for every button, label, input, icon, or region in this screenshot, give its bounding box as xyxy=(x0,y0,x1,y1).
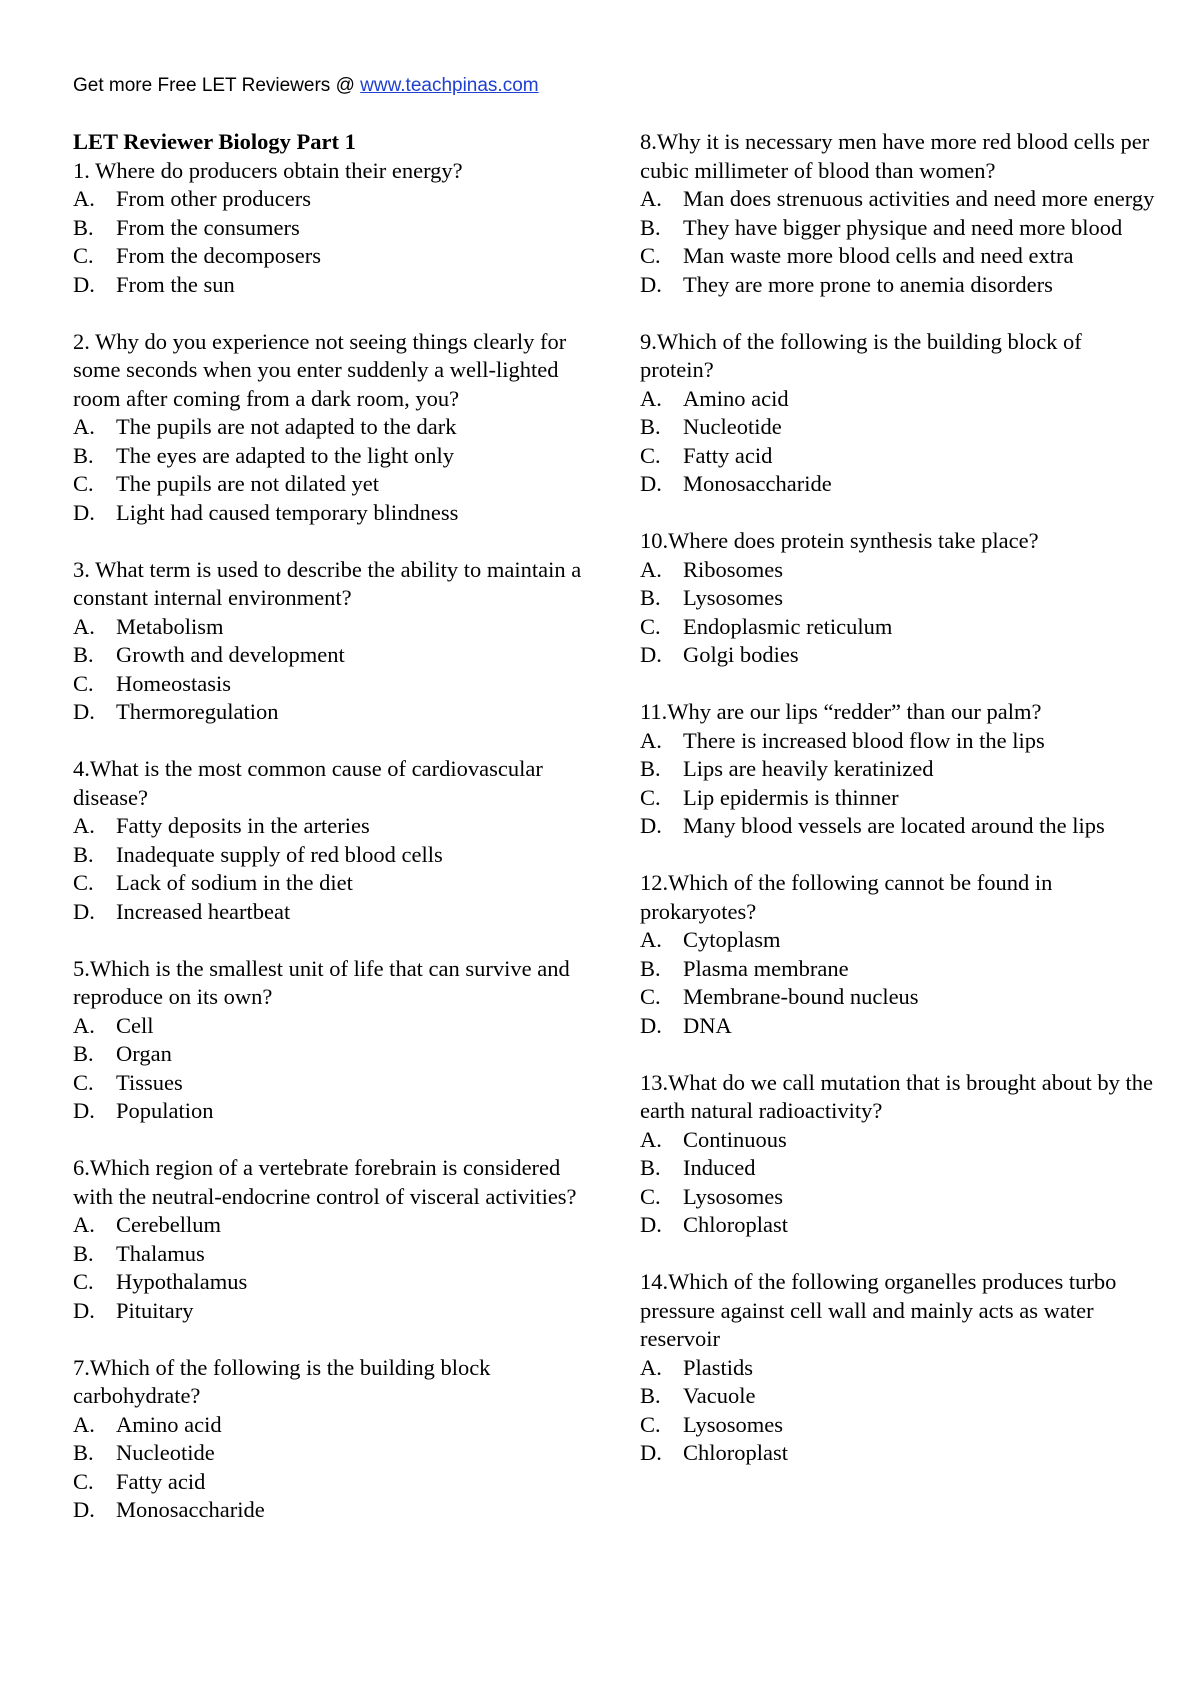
question-text: 6.Which region of a vertebrate forebrain is considered with the neutral-endocrine control of visceral activities? xyxy=(73,1155,577,1209)
option-letter: A. xyxy=(73,613,95,639)
question-block xyxy=(73,328,583,528)
right-column xyxy=(640,128,1155,1496)
option-text: Endoplasmic reticulum xyxy=(683,613,893,639)
answer-option xyxy=(640,955,1155,984)
option-letter: D. xyxy=(640,1012,662,1038)
option-letter: C. xyxy=(73,1069,94,1095)
question-block xyxy=(73,755,583,926)
option-letter: D. xyxy=(73,1098,95,1123)
option-letter: B. xyxy=(73,442,94,468)
option-text: Golgi bodies xyxy=(683,642,799,667)
option-text: Ribosomes xyxy=(683,556,784,582)
question-block xyxy=(640,698,1155,841)
answer-option xyxy=(73,271,583,300)
answer-option xyxy=(73,1211,583,1240)
option-text: Chloroplast xyxy=(683,1212,788,1237)
answer-option xyxy=(73,470,583,499)
option-text: Nucleotide xyxy=(683,414,782,439)
question-text: 10.Where does protein synthesis take place? xyxy=(640,528,1039,553)
answer-option xyxy=(73,1268,583,1297)
option-text: Thermoregulation xyxy=(116,699,279,724)
question-block xyxy=(73,556,583,727)
answer-option xyxy=(640,271,1155,300)
question-block xyxy=(640,527,1155,670)
question-text: 11.Why are our lips “redder” than our palm? xyxy=(640,699,1042,724)
answer-option xyxy=(640,613,1155,642)
website-link[interactable]: www.teachpinas.com xyxy=(360,75,539,96)
option-letter: C. xyxy=(640,784,661,810)
question-block xyxy=(73,1354,583,1525)
option-letter: D. xyxy=(73,499,95,525)
document-title: LET Reviewer Biology Part 1 xyxy=(73,129,356,154)
option-text: Nucleotide xyxy=(116,1440,215,1465)
option-text: Cerebellum xyxy=(116,1212,221,1237)
answer-option xyxy=(640,641,1155,670)
option-letter: C. xyxy=(640,1183,661,1209)
option-letter: D. xyxy=(640,271,662,297)
option-text: Vacuole xyxy=(683,1383,756,1408)
option-text: From the decomposers xyxy=(116,243,321,268)
answer-option xyxy=(640,1183,1155,1212)
option-text: Plastids xyxy=(683,1354,754,1380)
answer-option xyxy=(640,413,1155,442)
answer-option xyxy=(640,470,1155,499)
question-block xyxy=(640,1069,1155,1240)
option-text: Monosaccharide xyxy=(683,471,832,496)
question-text: 5.Which is the smallest unit of life that can survive and reproduce on its own? xyxy=(73,955,570,1009)
answer-option xyxy=(640,755,1155,784)
answer-option xyxy=(640,185,1155,214)
option-text: Thalamus xyxy=(116,1240,205,1266)
option-letter: A. xyxy=(640,1126,662,1152)
answer-option xyxy=(640,442,1155,471)
option-letter: C. xyxy=(73,870,94,895)
answer-option xyxy=(73,185,583,214)
option-text: The pupils are not adapted to the dark xyxy=(116,414,457,439)
question-block xyxy=(73,1154,583,1325)
option-text: Cytoplasm xyxy=(683,927,781,952)
option-letter: D. xyxy=(640,1440,662,1465)
question-text: 12.Which of the following cannot be found in prokaryotes? xyxy=(640,870,1053,924)
option-text: Lip epidermis is thinner xyxy=(683,784,899,810)
option-letter: D. xyxy=(73,1497,95,1522)
option-letter: B. xyxy=(640,414,661,439)
answer-option xyxy=(640,1126,1155,1155)
option-text: Plasma membrane xyxy=(683,955,849,981)
option-letter: B. xyxy=(73,214,94,240)
option-letter: D. xyxy=(73,1297,95,1323)
option-letter: B. xyxy=(73,642,94,667)
answer-option xyxy=(73,413,583,442)
question-text: 9.Which of the following is the building block of protein? xyxy=(640,328,1082,382)
option-text: Many blood vessels are located around the lips xyxy=(683,813,1105,838)
option-letter: D. xyxy=(640,471,662,496)
answer-option xyxy=(73,214,583,243)
option-text: From the sun xyxy=(116,271,235,297)
answer-option xyxy=(73,1097,583,1126)
option-text: Fatty acid xyxy=(683,442,773,468)
question-text: 14.Which of the following organelles produces turbo pressure against cell wall and mainly acts as water reservoir xyxy=(640,1269,1117,1351)
option-letter: B. xyxy=(640,585,661,610)
option-text: Membrane-bound nucleus xyxy=(683,984,919,1009)
option-letter: A. xyxy=(73,813,95,838)
option-letter: B. xyxy=(73,841,94,867)
option-text: They have bigger physique and need more blood xyxy=(683,214,1123,240)
option-letter: D. xyxy=(73,898,95,924)
option-text: Metabolism xyxy=(116,613,224,639)
answer-option xyxy=(73,641,583,670)
option-text: The pupils are not dilated yet xyxy=(116,471,380,496)
question-text: 13.What do we call mutation that is brought about by the earth natural radioactivity? xyxy=(640,1069,1154,1123)
question-text: 2. Why do you experience not seeing things clearly for some seconds when you enter suddenly a well-lighted room after coming from a dark room, you? xyxy=(73,328,567,411)
answer-option xyxy=(73,1496,583,1525)
question-text: 3. What term is used to describe the ability to maintain a constant internal environment? xyxy=(73,556,582,610)
answer-option xyxy=(640,1411,1155,1440)
answer-option xyxy=(73,1411,583,1440)
option-letter: C. xyxy=(640,442,661,468)
option-text: Lysosomes xyxy=(683,585,784,610)
option-letter: B. xyxy=(73,1440,94,1465)
option-text: Tissues xyxy=(116,1069,183,1095)
option-text: Amino acid xyxy=(116,1411,222,1437)
option-letter: D. xyxy=(73,271,95,297)
question-block xyxy=(73,157,583,300)
answer-option xyxy=(640,1012,1155,1041)
option-text: Lips are heavily keratinized xyxy=(683,756,934,781)
answer-option xyxy=(73,841,583,870)
answer-option xyxy=(640,1154,1155,1183)
option-text: From other producers xyxy=(116,186,311,211)
answer-option xyxy=(640,1382,1155,1411)
option-letter: A. xyxy=(640,186,662,211)
answer-option xyxy=(73,670,583,699)
option-text: From the consumers xyxy=(116,214,300,240)
answer-option xyxy=(640,812,1155,841)
option-text: Lysosomes xyxy=(683,1411,784,1437)
answer-option xyxy=(73,242,583,271)
option-letter: C. xyxy=(73,670,94,696)
option-letter: B. xyxy=(640,955,661,981)
answer-option xyxy=(73,1240,583,1269)
header-text: Get more Free LET Reviewers @ xyxy=(73,75,361,96)
answer-option xyxy=(73,1297,583,1326)
answer-option xyxy=(73,442,583,471)
option-letter: B. xyxy=(640,1155,661,1180)
option-text: Continuous xyxy=(683,1126,787,1152)
answer-option xyxy=(640,1354,1155,1383)
option-text: DNA xyxy=(683,1012,732,1038)
answer-option xyxy=(73,812,583,841)
question-block xyxy=(640,128,1155,299)
answer-option xyxy=(73,1012,583,1041)
option-text: Lack of sodium in the diet xyxy=(116,870,353,895)
answer-option xyxy=(73,1040,583,1069)
option-letter: B. xyxy=(73,1041,94,1066)
option-letter: A. xyxy=(640,385,662,411)
option-text: Organ xyxy=(116,1041,172,1066)
answer-option xyxy=(640,584,1155,613)
answer-option xyxy=(73,1468,583,1497)
option-letter: C. xyxy=(640,1411,661,1437)
answer-option xyxy=(640,214,1155,243)
option-text: Monosaccharide xyxy=(116,1497,265,1522)
option-text: Homeostasis xyxy=(116,670,231,696)
option-letter: A. xyxy=(640,927,662,952)
answer-option xyxy=(640,385,1155,414)
option-text: There is increased blood flow in the lips xyxy=(683,727,1045,753)
option-text: Inadequate supply of red blood cells xyxy=(116,841,443,867)
answer-option xyxy=(640,1439,1155,1468)
question-block xyxy=(73,955,583,1126)
option-text: They are more prone to anemia disorders xyxy=(683,271,1053,297)
option-letter: B. xyxy=(640,214,661,240)
left-column xyxy=(73,128,583,1553)
option-letter: C. xyxy=(640,243,661,268)
answer-option xyxy=(73,898,583,927)
option-letter: B. xyxy=(640,1383,661,1408)
option-text: Fatty acid xyxy=(116,1468,206,1494)
page-header xyxy=(73,74,539,98)
option-text: Cell xyxy=(116,1012,154,1038)
option-letter: B. xyxy=(640,756,661,781)
question-text: 4.What is the most common cause of cardiovascular disease? xyxy=(73,756,543,810)
option-letter: C. xyxy=(73,1269,94,1294)
option-letter: A. xyxy=(73,414,95,439)
option-text: Hypothalamus xyxy=(116,1269,248,1294)
question-text: 1. Where do producers obtain their energy? xyxy=(73,157,463,183)
answer-option xyxy=(640,1211,1155,1240)
answer-option xyxy=(640,242,1155,271)
answer-option xyxy=(73,613,583,642)
option-letter: C. xyxy=(73,243,94,268)
answer-option xyxy=(640,983,1155,1012)
answer-option xyxy=(640,926,1155,955)
answer-option xyxy=(73,499,583,528)
option-letter: C. xyxy=(73,471,94,496)
option-letter: D. xyxy=(640,1212,662,1237)
answer-option xyxy=(73,869,583,898)
question-block xyxy=(640,328,1155,499)
option-letter: D. xyxy=(73,699,95,724)
answer-option xyxy=(640,727,1155,756)
option-text: Chloroplast xyxy=(683,1440,788,1465)
option-letter: A. xyxy=(73,186,95,211)
option-letter: A. xyxy=(73,1012,95,1038)
option-text: The eyes are adapted to the light only xyxy=(116,442,455,468)
option-text: Man waste more blood cells and need extra xyxy=(683,243,1074,268)
option-text: Growth and development xyxy=(116,642,345,667)
question-text: 7.Which of the following is the building block carbohydrate? xyxy=(73,1354,491,1408)
option-letter: B. xyxy=(73,1240,94,1266)
option-letter: D. xyxy=(640,642,662,667)
option-letter: C. xyxy=(640,613,661,639)
option-letter: A. xyxy=(73,1212,95,1237)
option-text: Induced xyxy=(683,1155,756,1180)
option-letter: C. xyxy=(640,984,661,1009)
option-text: Fatty deposits in the arteries xyxy=(116,813,370,838)
option-text: Lysosomes xyxy=(683,1183,784,1209)
answer-option xyxy=(640,556,1155,585)
question-block xyxy=(640,1268,1155,1468)
answer-option xyxy=(73,698,583,727)
option-text: Man does strenuous activities and need more energy xyxy=(683,186,1155,211)
question-text: 8.Why it is necessary men have more red blood cells per cubic millimeter of blood than women? xyxy=(640,129,1150,183)
option-letter: A. xyxy=(640,1354,662,1380)
option-letter: C. xyxy=(73,1468,94,1494)
option-text: Population xyxy=(116,1098,214,1123)
answer-option xyxy=(640,784,1155,813)
option-letter: A. xyxy=(640,727,662,753)
answer-option xyxy=(73,1439,583,1468)
option-text: Light had caused temporary blindness xyxy=(116,499,459,525)
option-text: Increased heartbeat xyxy=(116,898,291,924)
answer-option xyxy=(73,1069,583,1098)
option-text: Amino acid xyxy=(683,385,789,411)
option-letter: A. xyxy=(640,556,662,582)
option-letter: A. xyxy=(73,1411,95,1437)
option-letter: D. xyxy=(640,813,662,838)
question-block xyxy=(640,869,1155,1040)
option-text: Pituitary xyxy=(116,1297,194,1323)
